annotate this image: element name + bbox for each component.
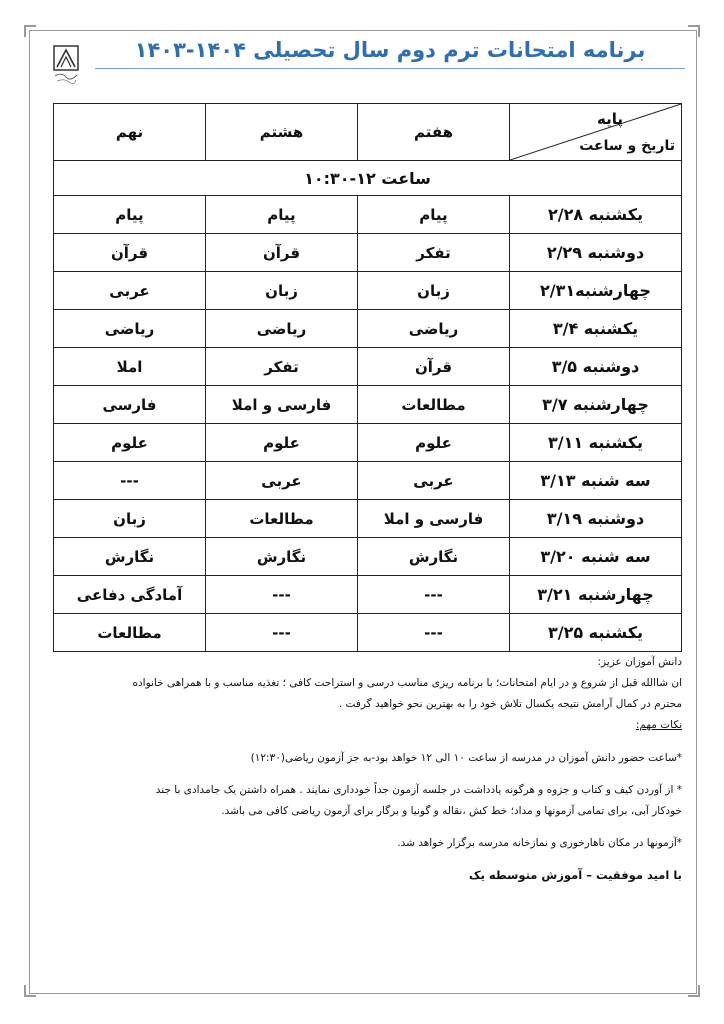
subject-grade-9: عربی <box>54 272 206 310</box>
subject-grade-9: مطالعات <box>54 614 206 652</box>
subject-grade-7: --- <box>358 614 510 652</box>
exam-date: یکشنبه ۲/۲۸ <box>510 196 682 234</box>
subject-grade-9: پیام <box>54 196 206 234</box>
subject-grade-9: قرآن <box>54 234 206 272</box>
exam-date: سه شنبه ۳/۲۰ <box>510 538 682 576</box>
subject-grade-7: فارسی و املا <box>358 500 510 538</box>
exam-time: ساعت ۱۲-۱۰:۳۰ <box>54 161 682 196</box>
table-row <box>54 424 682 462</box>
title-divider <box>95 68 685 69</box>
grade-label: پایه <box>597 110 623 128</box>
subject-grade-7: علوم <box>358 424 510 462</box>
corner-ornament <box>24 25 36 37</box>
subject-grade-9: املا <box>54 348 206 386</box>
column-header-grade-7: هفتم <box>358 104 510 161</box>
exam-date: چهارشنبه ۳/۲۱ <box>510 576 682 614</box>
subject-grade-9: زبان <box>54 500 206 538</box>
subject-grade-8: --- <box>206 614 358 652</box>
table-row <box>54 310 682 348</box>
subject-grade-8: --- <box>206 576 358 614</box>
subject-grade-8: ریاضی <box>206 310 358 348</box>
notes-section <box>50 652 682 886</box>
important-notes-heading: نکات مهم: <box>635 719 682 731</box>
subject-grade-9: نگارش <box>54 538 206 576</box>
exam-date: چهارشنبه ۳/۷ <box>510 386 682 424</box>
table-row <box>54 614 682 652</box>
note-materials-line-2: خودکار آبی، برای تمامی آزمونها و مداد؛ خط کش ،نقاله و گونیا و برگار برای آزمون ریاضی کافی می باشد. <box>221 805 682 817</box>
subject-grade-8: زبان <box>206 272 358 310</box>
exam-date: دوشنبه ۳/۵ <box>510 348 682 386</box>
advice-line-2: محترم در کمال آرامش نتیجه یکسال تلاش خود را به بهترین نحو خواهید گرفت . <box>338 698 682 710</box>
note-materials-line-1: * از آوردن کیف و کتاب و جزوه و هرگونه یادداشت در جلسه آزمون جداً خودداری نمایند . همراه داشتن یک جامدادی با جند <box>155 784 682 796</box>
subject-grade-8: علوم <box>206 424 358 462</box>
table-row <box>54 348 682 386</box>
closing-signature: با امید موفقیت – آموزش متوسطه یک <box>468 868 682 882</box>
exam-time-row <box>54 161 682 196</box>
grade-date-corner-cell <box>510 104 682 161</box>
exam-schedule-table <box>53 103 682 652</box>
table-row <box>54 234 682 272</box>
date-time-label: تاریخ و ساعت <box>579 138 675 154</box>
subject-grade-7: عربی <box>358 462 510 500</box>
subject-grade-8: قرآن <box>206 234 358 272</box>
corner-ornament <box>24 985 36 997</box>
note-exam-location: *آزمونها در مکان ناهارخوری و نمازخانه مدرسه برگزار خواهد شد. <box>397 837 682 849</box>
subject-grade-9: --- <box>54 462 206 500</box>
exam-date: یکشنبه ۳/۱۱ <box>510 424 682 462</box>
subject-grade-8: مطالعات <box>206 500 358 538</box>
subject-grade-9: فارسی <box>54 386 206 424</box>
corner-ornament <box>688 25 700 37</box>
exam-date: دوشنبه ۳/۱۹ <box>510 500 682 538</box>
column-header-grade-9: نهم <box>54 104 206 161</box>
subject-grade-7: مطالعات <box>358 386 510 424</box>
exam-date: سه شنبه ۳/۱۳ <box>510 462 682 500</box>
exam-date: یکشنبه ۳/۲۵ <box>510 614 682 652</box>
table-row <box>54 462 682 500</box>
subject-grade-7: قرآن <box>358 348 510 386</box>
subject-grade-9: علوم <box>54 424 206 462</box>
advice-line-1: ان شاالله قبل از شروع و در ایام امتحانات؛ با برنامه ریزی مناسب درسی و استراحت کافی ؛ تغذیه مناسب و با همراهی خانواده <box>132 677 682 689</box>
table-row <box>54 576 682 614</box>
subject-grade-8: عربی <box>206 462 358 500</box>
note-attendance-time: *ساعت حضور دانش آموزان در مدرسه از ساعت ۱۰ الی ۱۲ خواهد بود-به جز آزمون ریاضی(۱۲:۳۰) <box>250 752 682 764</box>
subject-grade-8: پیام <box>206 196 358 234</box>
table-row <box>54 272 682 310</box>
table-header-row <box>54 104 682 161</box>
table-row <box>54 538 682 576</box>
subject-grade-8: فارسی و املا <box>206 386 358 424</box>
exam-date: دوشنبه ۲/۲۹ <box>510 234 682 272</box>
subject-grade-7: پیام <box>358 196 510 234</box>
table-row <box>54 386 682 424</box>
exam-date: چهارشنبه۲/۳۱ <box>510 272 682 310</box>
subject-grade-9: آمادگی دفاعی <box>54 576 206 614</box>
subject-grade-7: نگارش <box>358 538 510 576</box>
subject-grade-7: ریاضی <box>358 310 510 348</box>
greeting-text: دانش آموزان عزیز: <box>597 656 682 668</box>
table-row <box>54 500 682 538</box>
subject-grade-7: تفکر <box>358 234 510 272</box>
subject-grade-9: ریاضی <box>54 310 206 348</box>
exam-date: یکشنبه ۳/۴ <box>510 310 682 348</box>
school-logo <box>52 44 80 86</box>
subject-grade-8: نگارش <box>206 538 358 576</box>
corner-ornament <box>688 985 700 997</box>
subject-grade-8: تفکر <box>206 348 358 386</box>
subject-grade-7: --- <box>358 576 510 614</box>
column-header-grade-8: هشتم <box>206 104 358 161</box>
page-title: برنامه امتحانات ترم دوم سال تحصیلی ۱۴۰۴-۱۴۰۳ <box>134 38 646 62</box>
subject-grade-7: زبان <box>358 272 510 310</box>
table-row <box>54 196 682 234</box>
